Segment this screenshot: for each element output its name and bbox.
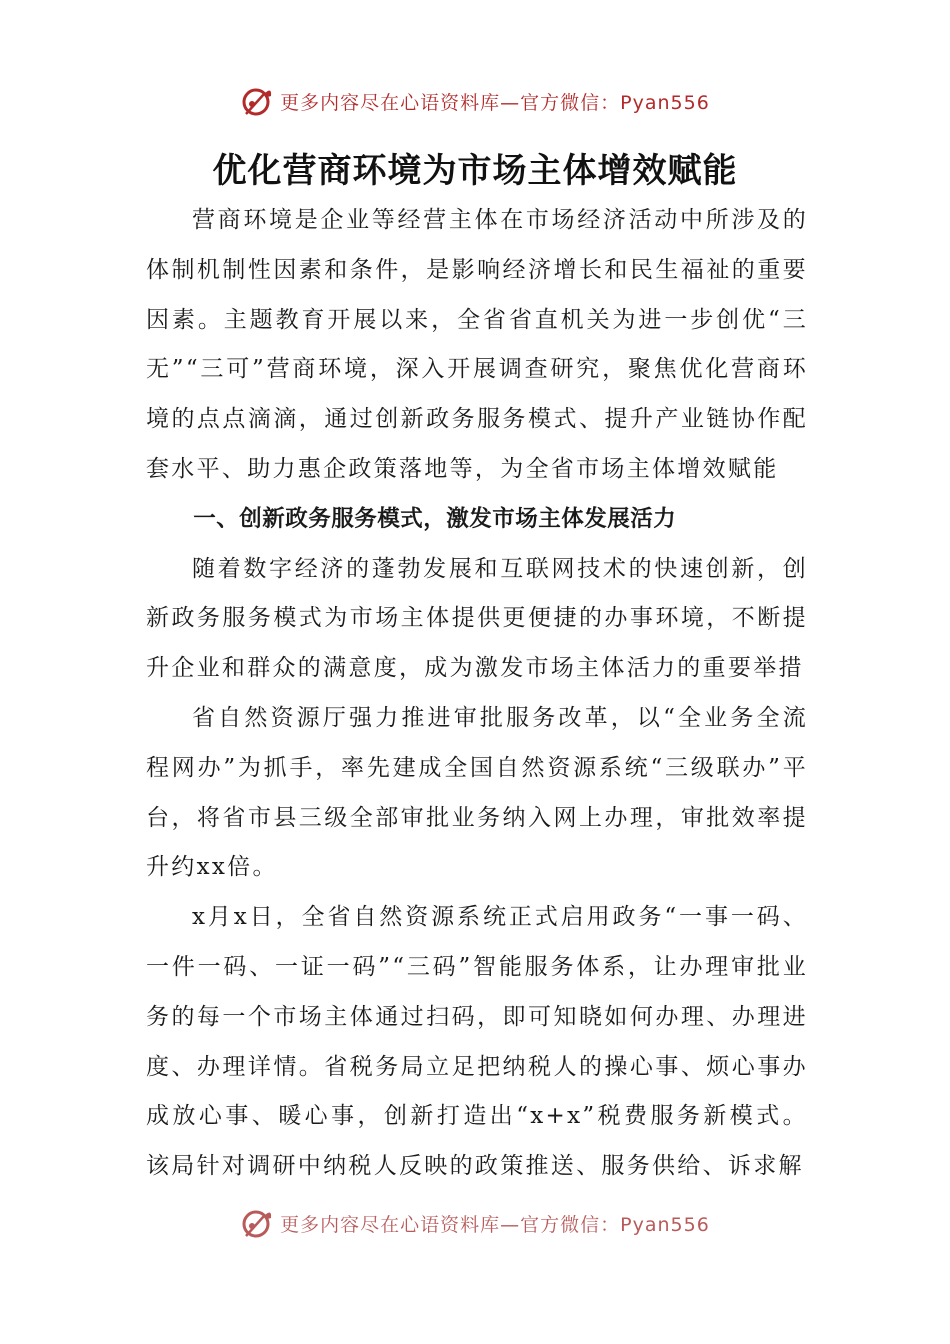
document-body	[146, 196, 808, 1192]
quill-logo-icon	[240, 1206, 274, 1240]
quill-logo-icon	[240, 84, 274, 118]
section-heading: 一、创新政务服务模式，激发市场主体发展活力	[193, 505, 677, 532]
watermark-banner-top	[0, 84, 950, 118]
watermark-text: 更多内容尽在心语资料库—官方微信：Pyan556	[280, 1213, 710, 1236]
paragraph: 随着数字经济的蓬勃发展和互联网技术的快速创新，创新政务服务模式为市场主体提供更便捷的办事环境，不断提升企业和群众的满意度，成为激发市场主体活力的重要举措	[146, 555, 808, 682]
watermark-text: 更多内容尽在心语资料库—官方微信：Pyan556	[280, 91, 710, 114]
paragraph: 省自然资源厅强力推进审批服务改革，以“全业务全流程网办”为抓手，率先建成全国自然资源系统“三级联办”平台，将省市县三级全部审批业务纳入网上办理，审批效率提升约xx倍。	[146, 704, 808, 881]
document-title: 优化营商环境为市场主体增效赋能	[212, 151, 738, 191]
paragraph: 营商环境是企业等经营主体在市场经济活动中所涉及的体制机制性因素和条件，是影响经济增长和民生福祉的重要因素。主题教育开展以来，全省省直机关为进一步创优“三无”“三可”营商环境，深入开展调查研究，聚焦优化营商环境的点点滴滴，通过创新政务服务模式、提升产业链协作配套水平、助力惠企政策落地等，为全省市场主体增效赋能	[146, 207, 808, 482]
watermark-banner-bottom	[0, 1206, 950, 1240]
paragraph: x月x日，全省自然资源系统正式启用政务“一事一码、一件一码、一证一码”“三码”智能服务体系，让办理审批业务的每一个市场主体通过扫码，即可知晓如何办理、办理进度、办理详情。省税务局立足把纳税人的操心事、烦心事办成放心事、暖心事，创新打造出“x+x”税费服务新模式。该局针对调研中纳税人反映的政策推送、服务供给、诉求解	[146, 904, 808, 1180]
